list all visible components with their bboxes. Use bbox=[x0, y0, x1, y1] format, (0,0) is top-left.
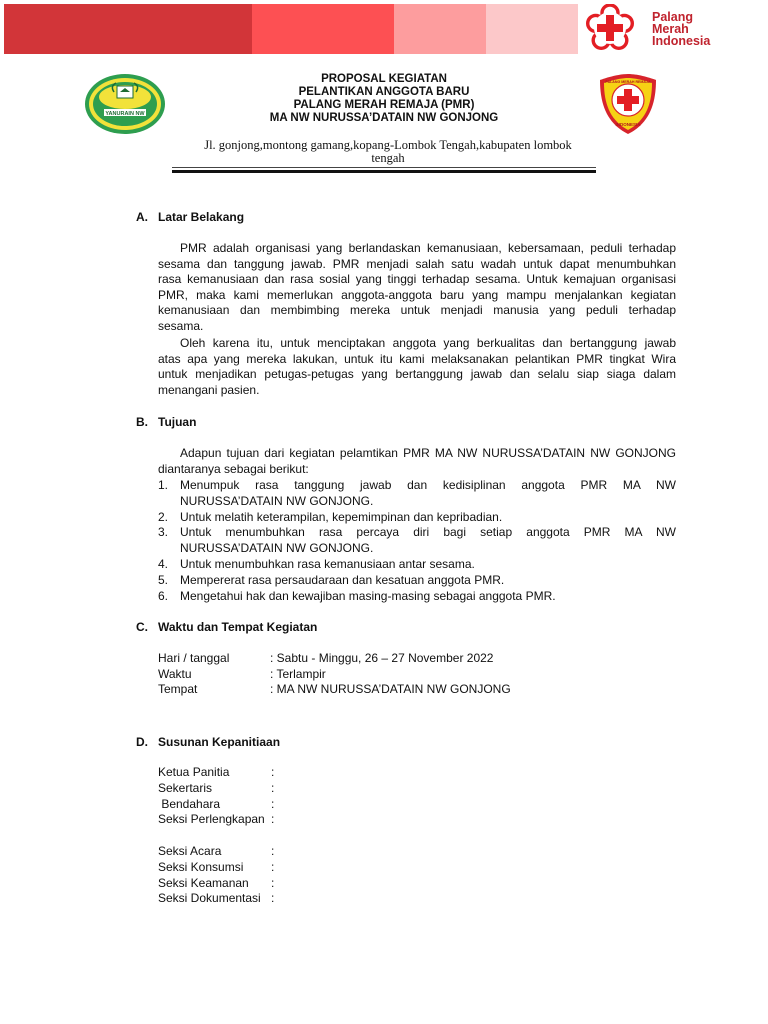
section-c-title: Waktu dan Tempat Kegiatan bbox=[158, 620, 318, 634]
pmi-name-line-1: Palang bbox=[652, 10, 693, 24]
list-item-text: Untuk menumbuhkan rasa kemanusiaan antar sesama. bbox=[180, 557, 475, 571]
committee-label: Sekertaris bbox=[158, 781, 213, 795]
committee-label: Ketua Panitia bbox=[158, 765, 230, 779]
paragraph-line: diantaranya sebagai berikut: bbox=[158, 461, 309, 476]
section-b-title: Tujuan bbox=[158, 415, 197, 429]
section-a-letter: A. bbox=[136, 210, 148, 224]
committee-label: Seksi Konsumsi bbox=[158, 860, 244, 874]
paragraph-line: PMR, maka kami memerlukan anggota-anggota baru yang mampu menjalankan kegiatan bbox=[158, 287, 676, 302]
committee-label: Bendahara bbox=[158, 797, 221, 811]
banner-stripe-4 bbox=[486, 4, 578, 54]
section-a-paragraph-1 bbox=[158, 241, 676, 335]
address-line-2: tengah bbox=[371, 151, 405, 165]
list-item-text: Mempererat rasa persaudaraan dan kesatuan anggota PMR. bbox=[180, 573, 505, 587]
committee-colon: : bbox=[271, 797, 275, 811]
section-c-letter: C. bbox=[136, 620, 148, 634]
schedule-value: : MA NW NURUSSA’DATAIN NW GONJONG bbox=[270, 682, 511, 696]
paragraph-line: Adapun tujuan dari kegiatan pelamtikan PMR MA NW NURUSSA’DATAIN NW GONJONG bbox=[180, 446, 676, 460]
pmi-name-line-3: Indonesia bbox=[652, 34, 711, 48]
paragraph-line: Oleh karena itu, untuk menciptakan anggota yang berkualitas dan bertanggung jawab bbox=[180, 336, 676, 350]
schedule-value: : Terlampir bbox=[270, 667, 326, 681]
section-a-title: Latar Belakang bbox=[158, 210, 245, 224]
section-a-paragraph-2 bbox=[158, 336, 676, 398]
header-line-4: MA NW NURUSSA’DATAIN NW GONJONG bbox=[269, 112, 499, 124]
list-item-number: 3. bbox=[158, 525, 169, 539]
address-line-1: Jl. gonjong,montong gamang,kopang-Lombok Tengah,kabupaten lombok bbox=[204, 138, 572, 152]
paragraph-line: untuk menjadikan petugas-petugas yang bertanggung jawab dan selalu siap siaga dalam bbox=[158, 367, 676, 382]
paragraph-line: rasa kemanusiaan dan rasa sosial yang tinggi terhadap sesama. Untuk kemajuan organisasi bbox=[158, 272, 676, 287]
section-b-letter: B. bbox=[136, 415, 148, 429]
left-emblem-text: YANURAIN NW bbox=[105, 111, 145, 117]
header-line-2: PELANTIKAN ANGGOTA BARU bbox=[298, 86, 470, 98]
header-line-1: PROPOSAL KEGIATAN bbox=[321, 73, 447, 85]
committee-label: Seksi Keamanan bbox=[158, 876, 249, 890]
list-item-number: 5. bbox=[158, 573, 169, 587]
banner-stripe-3 bbox=[394, 4, 486, 54]
pmr-emblem-icon bbox=[596, 72, 660, 136]
address bbox=[180, 139, 596, 165]
list-item-text: NURUSSA’DATAIN NW GONJONG. bbox=[180, 540, 374, 555]
header-divider-thick bbox=[172, 170, 596, 173]
paragraph-line: menangani pasien. bbox=[158, 382, 260, 397]
list-item-number: 6. bbox=[158, 589, 169, 603]
committee-label: Seksi Perlengkapan bbox=[158, 812, 265, 826]
committee-label: Seksi Acara bbox=[158, 844, 222, 858]
paragraph-line: PMR adalah organisasi yang berlandaskan kemanusiaan, kebersamaan, peduli terhadap bbox=[180, 241, 676, 255]
list-item-text: Menumpuk rasa tanggung jawab dan kedisiplinan anggota PMR MA NW bbox=[180, 478, 676, 492]
committee-colon: : bbox=[271, 876, 275, 890]
list-item-number: 2. bbox=[158, 510, 169, 524]
committee-colon: : bbox=[271, 781, 275, 795]
paragraph-line: kemanusiaan dan membimbing mereka untuk menjadi manusia yang peduli terhadap bbox=[158, 303, 676, 318]
pmi-org-name bbox=[652, 11, 710, 47]
banner-stripe-2 bbox=[252, 4, 394, 54]
section-b-intro bbox=[158, 446, 676, 477]
list-item-number: 1. bbox=[158, 478, 169, 492]
section-d-letter: D. bbox=[136, 735, 148, 749]
header-divider-thin bbox=[172, 167, 596, 168]
list-item-text: Untuk menumbuhkan rasa percaya diri bagi setiap anggota PMR MA NW bbox=[180, 525, 676, 539]
paragraph-line: sesama dan tanggung jawab. PMR menjadi salah satu wadah untuk dapat menumbuhkan bbox=[158, 256, 676, 271]
list-item-text: Untuk melatih keterampilan, kepemimpinan dan kepribadian. bbox=[180, 510, 503, 524]
schedule-label: Tempat bbox=[158, 682, 198, 696]
pmi-name-line-2: Merah bbox=[652, 22, 689, 36]
committee-colon: : bbox=[271, 860, 275, 874]
right-emblem-sub: INDONESIA bbox=[615, 122, 641, 127]
pmi-flower-cross-icon bbox=[586, 4, 634, 52]
list-item-text: NURUSSA’DATAIN NW GONJONG. bbox=[180, 493, 374, 508]
schedule-label: Waktu bbox=[158, 667, 192, 681]
section-d-title: Susunan Kepanitiaan bbox=[158, 735, 281, 749]
schedule-value: : Sabtu - Minggu, 26 – 27 November 2022 bbox=[270, 651, 494, 665]
committee-colon: : bbox=[271, 844, 275, 858]
list-item-number: 4. bbox=[158, 557, 169, 571]
right-emblem-text: PALANG MERAH REMAJA bbox=[605, 80, 651, 84]
committee-label: Seksi Dokumentasi bbox=[158, 891, 261, 905]
paragraph-line: atas apa yang mereka lakukan, untuk itu kami melaksanakan pelantikan PMR tingkat Wira bbox=[158, 351, 676, 366]
committee-colon: : bbox=[271, 765, 275, 779]
paragraph-line: sesama. bbox=[158, 318, 204, 333]
committee-colon: : bbox=[271, 891, 275, 905]
committee-colon: : bbox=[271, 812, 275, 826]
schedule-label: Hari / tanggal bbox=[158, 651, 230, 665]
banner-stripe-1 bbox=[4, 4, 252, 54]
list-item-text: Mengetahui hak dan kewajiban masing-masing sebagai anggota PMR. bbox=[180, 589, 556, 603]
header-line-3: PALANG MERAH REMAJA (PMR) bbox=[293, 99, 475, 111]
yanurain-nw-emblem-icon bbox=[84, 73, 166, 135]
document-header bbox=[210, 73, 558, 125]
